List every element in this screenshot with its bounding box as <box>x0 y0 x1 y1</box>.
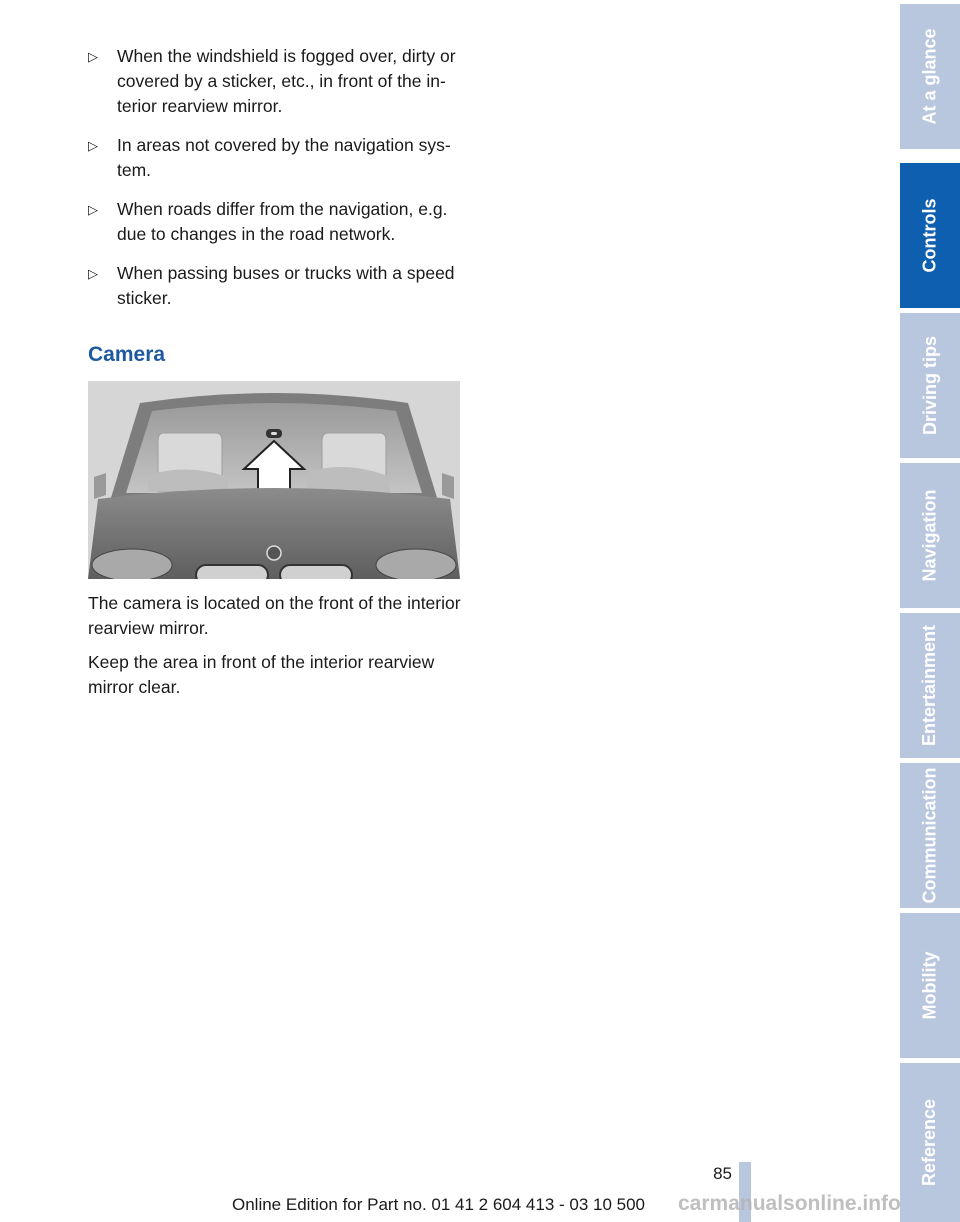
list-item <box>88 261 462 311</box>
tab-label: Communication <box>919 767 940 904</box>
triangle-bullet-icon: ▷ <box>88 266 98 281</box>
tab-navigation[interactable] <box>900 463 960 608</box>
tab-label: Navigation <box>919 489 940 582</box>
camera-location-text: The camera is located on the front of the interior rearview mirror. <box>88 593 461 638</box>
tab-label: Mobility <box>919 951 940 1020</box>
tab-controls[interactable] <box>900 163 960 308</box>
triangle-bullet-icon: ▷ <box>88 202 98 217</box>
page-number: 85 <box>713 1164 732 1183</box>
tab-label: At a glance <box>919 28 940 125</box>
chapter-tabs <box>900 0 960 1222</box>
watermark: carmanualsonline.info <box>678 1192 901 1215</box>
tab-mobility[interactable] <box>900 913 960 1058</box>
section-heading: Camera <box>88 343 166 366</box>
camera-location-illustration <box>88 381 460 579</box>
condition-list <box>88 44 462 311</box>
list-item-text: When roads differ from the navigation, e.g. due to changes in the road network. <box>117 199 448 244</box>
list-item <box>88 197 462 247</box>
list-item <box>88 44 462 119</box>
tab-communication[interactable] <box>900 763 960 908</box>
tab-label: Entertainment <box>919 624 940 747</box>
list-item <box>88 133 462 183</box>
main-column <box>88 44 462 700</box>
tab-entertainment[interactable] <box>900 613 960 758</box>
list-item-text: When the windshield is fogged over, dirty or covered by a sticker, etc., in front of the interior rearview mirror. <box>117 46 456 116</box>
triangle-bullet-icon: ▷ <box>88 138 98 153</box>
camera-clearance-text: Keep the area in front of the interior rearview mirror clear. <box>88 652 435 697</box>
tab-driving-tips[interactable] <box>900 313 960 458</box>
tab-label: Driving tips <box>919 335 940 436</box>
triangle-bullet-icon: ▷ <box>88 49 98 64</box>
tab-label: Reference <box>919 1098 940 1187</box>
list-item-text: In areas not covered by the navigation system. <box>117 135 451 180</box>
tab-label: Controls <box>919 198 940 273</box>
tab-reference[interactable] <box>900 1063 960 1222</box>
edition-footer: Online Edition for Part no. 01 41 2 604 413 - 03 10 500 <box>232 1195 646 1214</box>
list-item-text: When passing buses or trucks with a speed sticker. <box>117 263 455 308</box>
tab-at-a-glance[interactable] <box>900 4 960 149</box>
